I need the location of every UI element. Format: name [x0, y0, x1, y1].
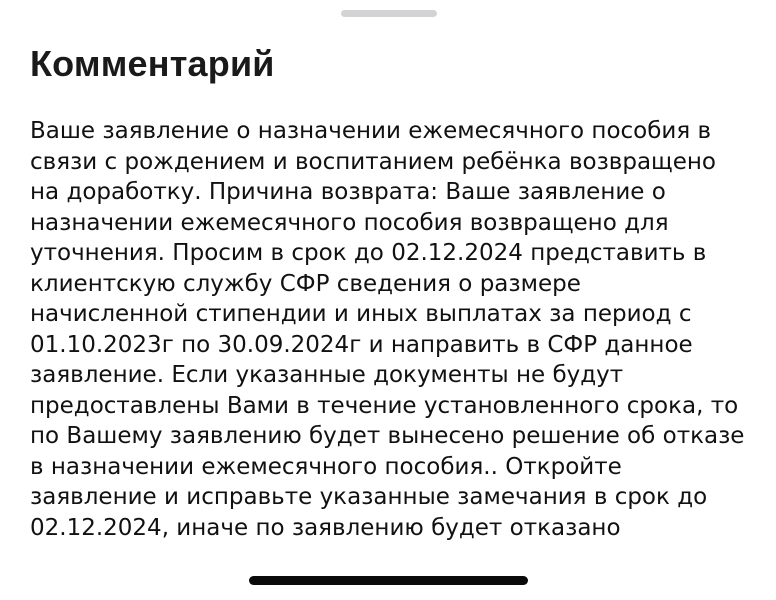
- home-indicator[interactable]: [249, 576, 528, 585]
- sheet-grabber-handle[interactable]: [341, 10, 437, 17]
- sheet-title: Комментарий: [30, 43, 275, 84]
- comment-text: Ваше заявление о назначении ежемесячного пособия в связи с рождением и воспитанием ребёнка возвращено на доработку. Причина возврата: Ваше заявление о назначении ежемесячного пособия возвращено для уточнения. Просим в срок до 02.12.2024 представить в клиентскую службу СФР сведения о размере начисленной стипендии и иных выплатах за период с 01.10.2023г по 30.09.2024г и направить в СФР данное заявление. Если указанные документы не будут предоставлены Вами в течение установленного срока, то по Вашему заявлению будет вынесено решение об отказе в назначении ежемесячного пособия.. Откройте заявление и исправьте указанные замечания в срок до 02.12.2024, иначе по заявлению будет отказано: [30, 118, 745, 541]
